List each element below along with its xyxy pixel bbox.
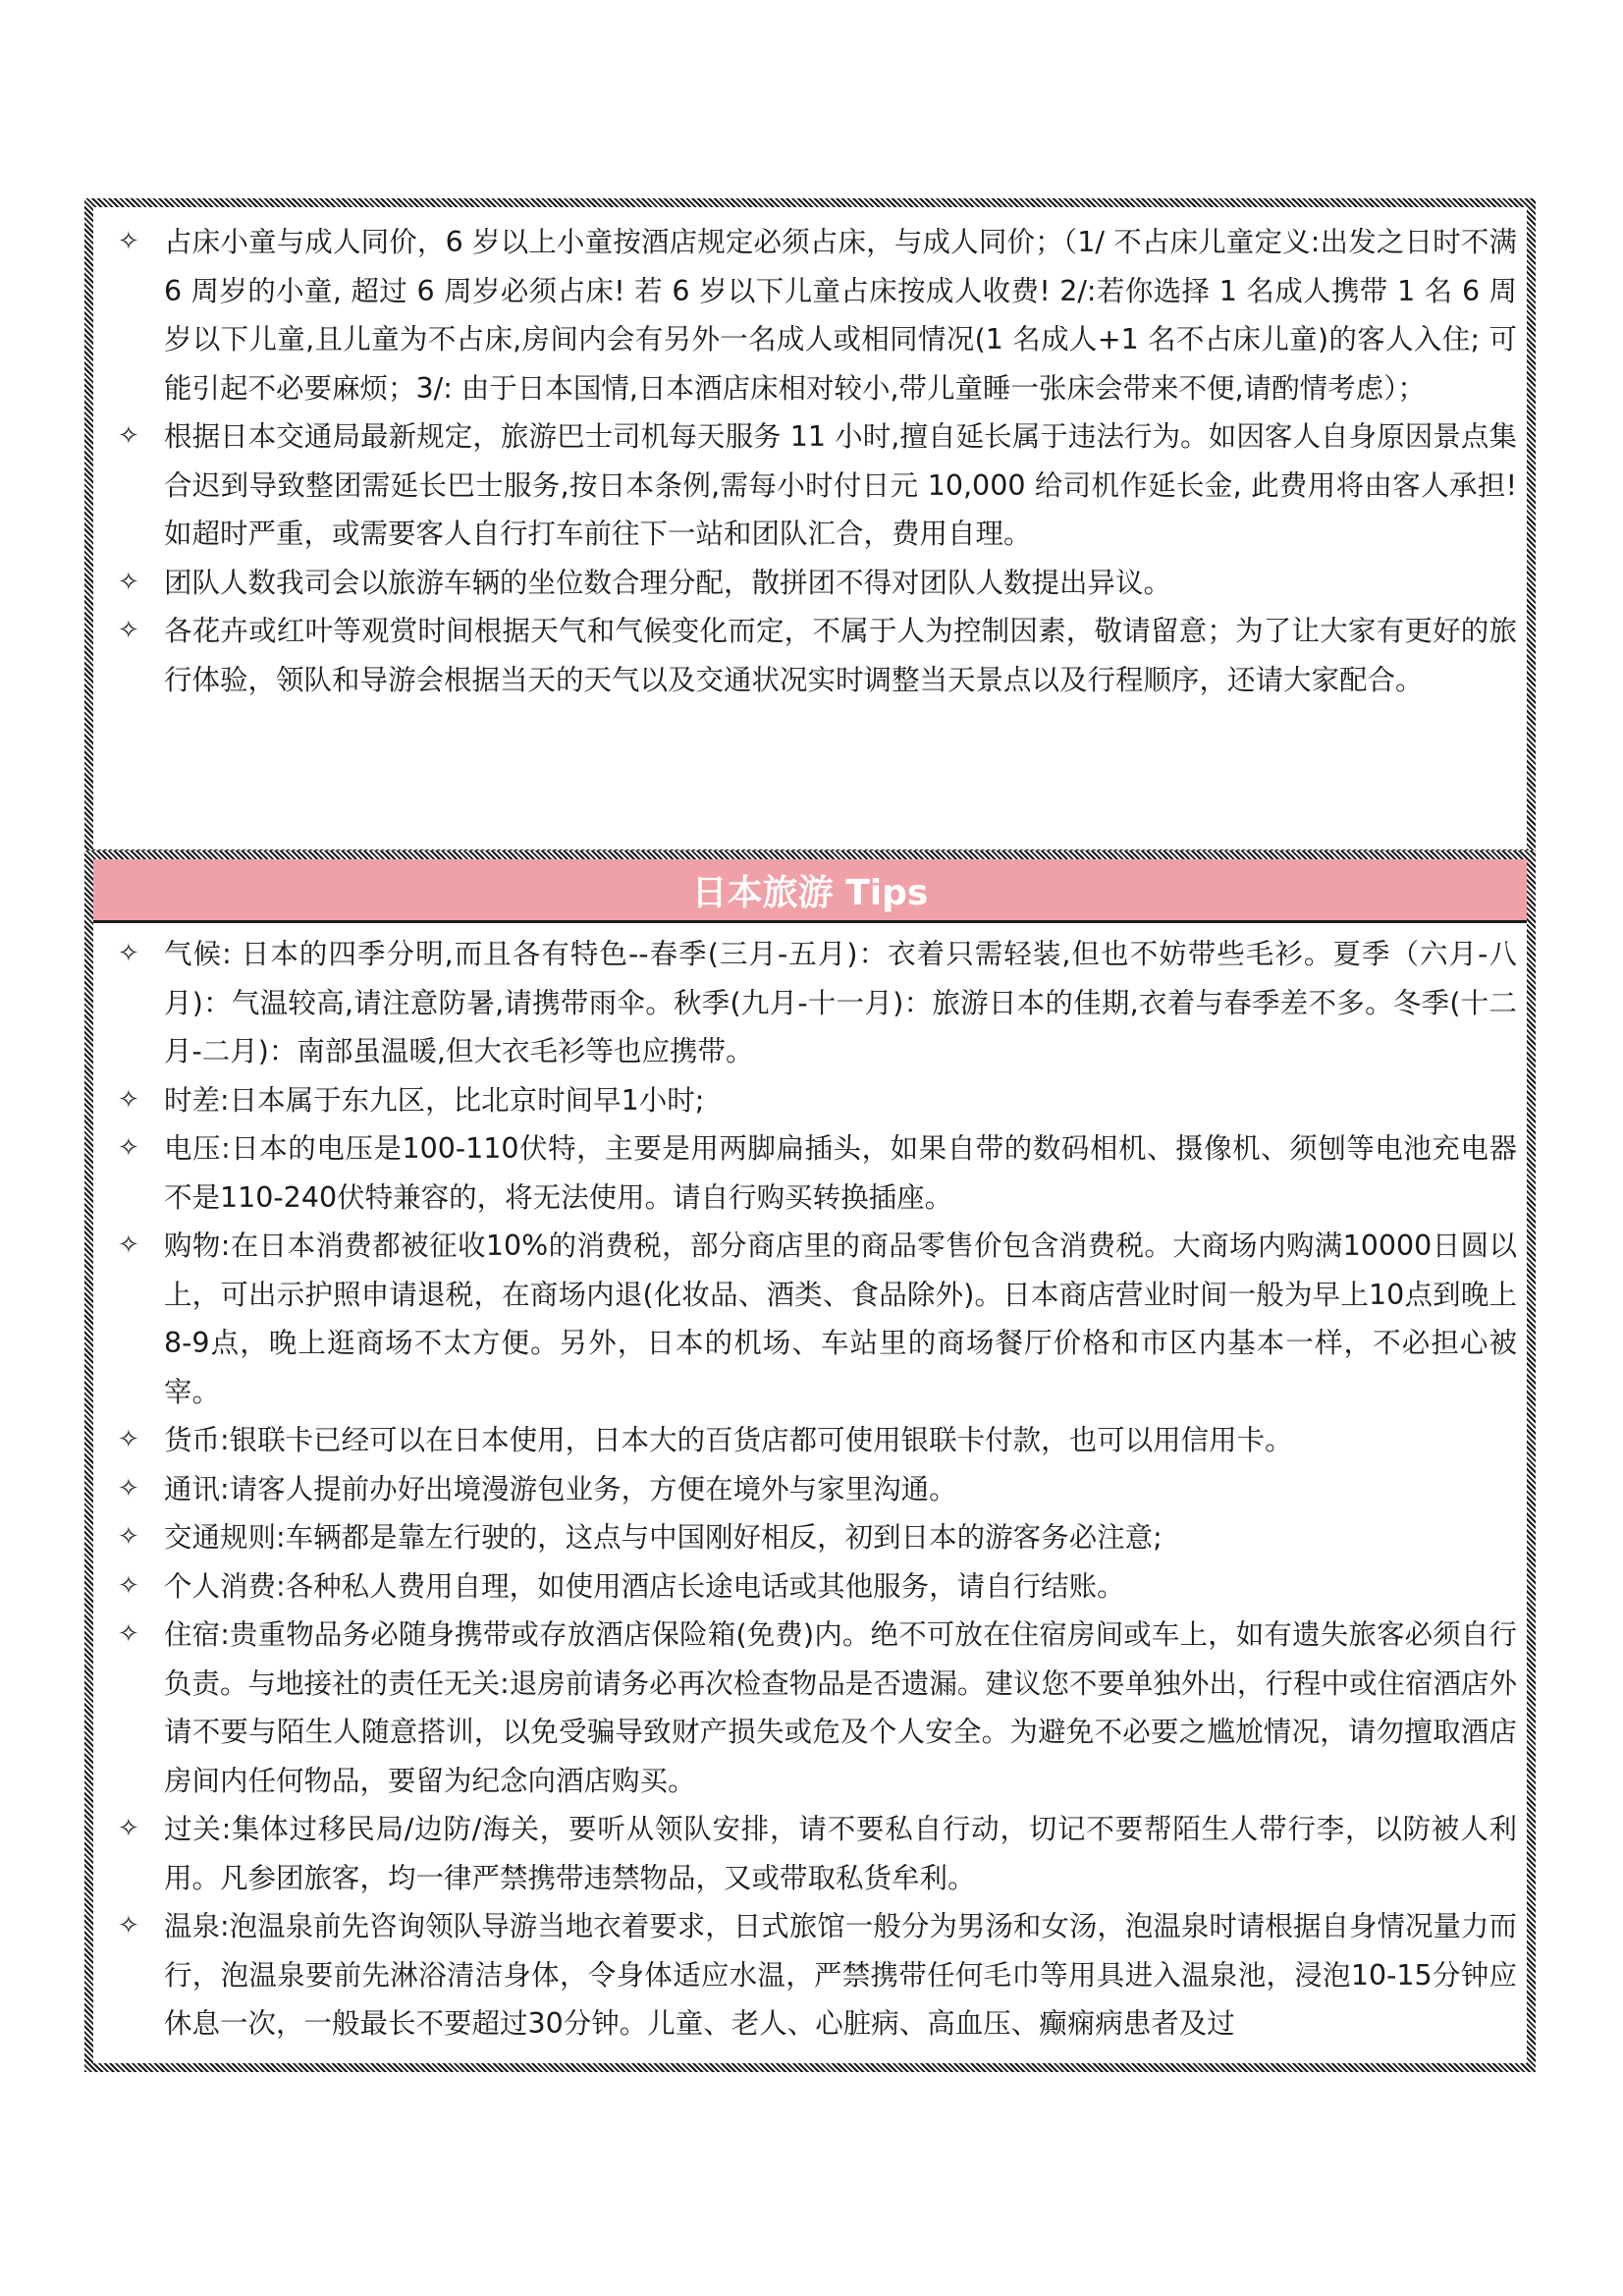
sparkle-bullet-icon: ✧ [118,227,139,256]
sparkle-bullet-icon: ✧ [118,1084,139,1115]
list-item [98,1902,1517,2049]
sparkle-bullet-icon: ✧ [118,1570,139,1601]
list-item-text: 各花卉或红叶等观赏时间根据天气和气候变化而定，不属于人为控制因素，敬请留意；为了让大家有更好的旅行体验，领队和导游会根据当天的天气以及交通状况实时调整当天景点以及行程顺序，还请大家配合。 [164,615,1517,696]
notes-list [93,207,1527,704]
list-item [98,1076,1517,1125]
list-item [98,1465,1517,1514]
sparkle-bullet-icon: ✧ [118,1473,139,1503]
list-item-text: 交通规则:车辆都是靠左行驶的，这点与中国刚好相反，初到日本的游客务必注意; [164,1521,1163,1554]
list-item [98,607,1517,704]
list-item-text: 时差:日本属于东九区，比北京时间早1小时; [164,1083,705,1117]
notes-box [84,198,1536,858]
sparkle-bullet-icon: ✧ [118,1133,139,1163]
sparkle-bullet-icon: ✧ [118,616,139,645]
list-item [98,412,1517,559]
list-item [98,1416,1517,1465]
sparkle-bullet-icon: ✧ [118,1522,139,1552]
list-item [98,930,1517,1076]
list-item [98,1222,1517,1416]
list-item-text: 货币:银联卡已经可以在日本使用，日本大的百货店都可使用银联卡付款，也可以用信用卡。 [164,1424,1293,1456]
list-item-text: 个人消费:各种私人费用自理，如使用酒店长途电话或其他服务，请自行结账。 [164,1569,1125,1603]
sparkle-bullet-icon: ✧ [118,1911,139,1941]
sparkle-bullet-icon: ✧ [118,421,139,451]
sparkle-bullet-icon: ✧ [118,1814,139,1843]
sparkle-bullet-icon: ✧ [118,1425,139,1454]
list-item-text: 通讯:请客人提前办好出境漫游包业务，方便在境外与家里沟通。 [164,1472,957,1505]
sparkle-bullet-icon: ✧ [118,567,139,597]
sparkle-bullet-icon: ✧ [118,1230,139,1260]
japan-tips-box [84,850,1536,2072]
list-item [98,1124,1517,1222]
list-item [98,1562,1517,1612]
list-item-text: 根据日本交通局最新规定，旅游巴士司机每天服务 11 小时,擅自延长属于违法行为。如因客人自身原因景点集合迟到导致整团需延长巴士服务,按日本条例,需每小时付日元 10,000 给司机作延长金, 此费用将由客人承担! 如超时严重，或需要客人自行打车前往下一站和团队汇合，费用自理。 [164,420,1517,550]
list-item-text: 团队人数我司会以旅游车辆的坐位数合理分配，散拼团不得对团队人数提出异议。 [164,566,1172,599]
list-item-text: 过关:集体过移民局/边防/海关，要听从领队安排，请不要私自行动，切记不要帮陌生人带行李，以防被人利用。凡参团旅客，均一律严禁携带违禁物品，又或带取私货牟利。 [164,1813,1517,1894]
list-item-text: 气候: 日本的四季分明,而且各有特色--春季(三月-五月)：衣着只需轻装,但也不妨带些毛衫。夏季（六月-八月)：气温较高,请注意防暑,请携带雨伞。秋季(九月-十一月)：旅游日本的佳期,衣着与春季差不多。冬季(十二月-二月)：南部虽温暖,但大衣毛衫等也应携带。 [164,938,1517,1067]
section-title: 日本旅游 Tips [93,859,1527,923]
list-item-text: 电压:日本的电压是100-110伏特，主要是用两脚扁插头，如果自带的数码相机、摄像机、须刨等电池充电器不是110-240伏特兼容的，将无法使用。请自行购买转换插座。 [164,1132,1517,1214]
list-item-text: 购物:在日本消费都被征收10%的消费税，部分商店里的商品零售价包含消费税。大商场内购满10000日圆以上，可出示护照申请退税，在商场内退(化妆品、酒类、食品除外)。日本商店营业时间一般为早上10点到晚上8-9点，晚上逛商场不太方便。另外，日本的机场、车站里的商场餐厅价格和市区内基本一样，不必担心被宰。 [164,1230,1517,1408]
list-item [98,1805,1517,1902]
list-item [98,1513,1517,1562]
list-item-text: 住宿:贵重物品务必随身携带或存放酒店保险箱(免费)内。绝不可放在住宿房间或车上，如有遗失旅客必须自行负责。与地接社的责任无关:退房前请务必再次检查物品是否遗漏。建议您不要单独外出，行程中或住宿酒店外请不要与陌生人随意搭训，以免受骗导致财产损失或危及个人安全。为避免不必要之尴尬情况，请勿擅取酒店房间内任何物品，要留为纪念向酒店购买。 [164,1618,1517,1797]
sparkle-bullet-icon: ✧ [118,939,139,968]
list-item [98,1611,1517,1805]
list-item [98,218,1517,412]
list-item-text: 温泉:泡温泉前先咨询领队导游当地衣着要求，日式旅馆一般分为男汤和女汤，泡温泉时请根据自身情况量力而行，泡温泉要前先淋浴清洁身体，令身体适应水温，严禁携带任何毛巾等用具进入温泉池，浸泡10-15分钟应休息一次，一般最长不要超过30分钟。儿童、老人、心脏病、高血压、癫痫病患者及过 [164,1910,1517,2040]
sparkle-bullet-icon: ✧ [118,1619,139,1649]
list-item-text: 占床小童与成人同价，6 岁以上小童按酒店规定必须占床，与成人同价；（1/ 不占床儿童定义:出发之日时不满 6 周岁的小童, 超过 6 周岁必须占床! 若 6 岁以下儿童占床按成人收费! 2/:若你选择 1 名成人携带 1 名 6 周岁以下儿童,且儿童为不占床,房间内会有另外一名成人或相同情况(1 名成人+1 名不占床儿童)的客人入住; 可能引起不必要麻烦；3/: 由于日本国情,日本酒店床相对较小,带儿童睡一张床会带来不便,请酌情考虑）； [164,226,1517,405]
list-item [98,559,1517,608]
tips-list [93,923,1527,2049]
